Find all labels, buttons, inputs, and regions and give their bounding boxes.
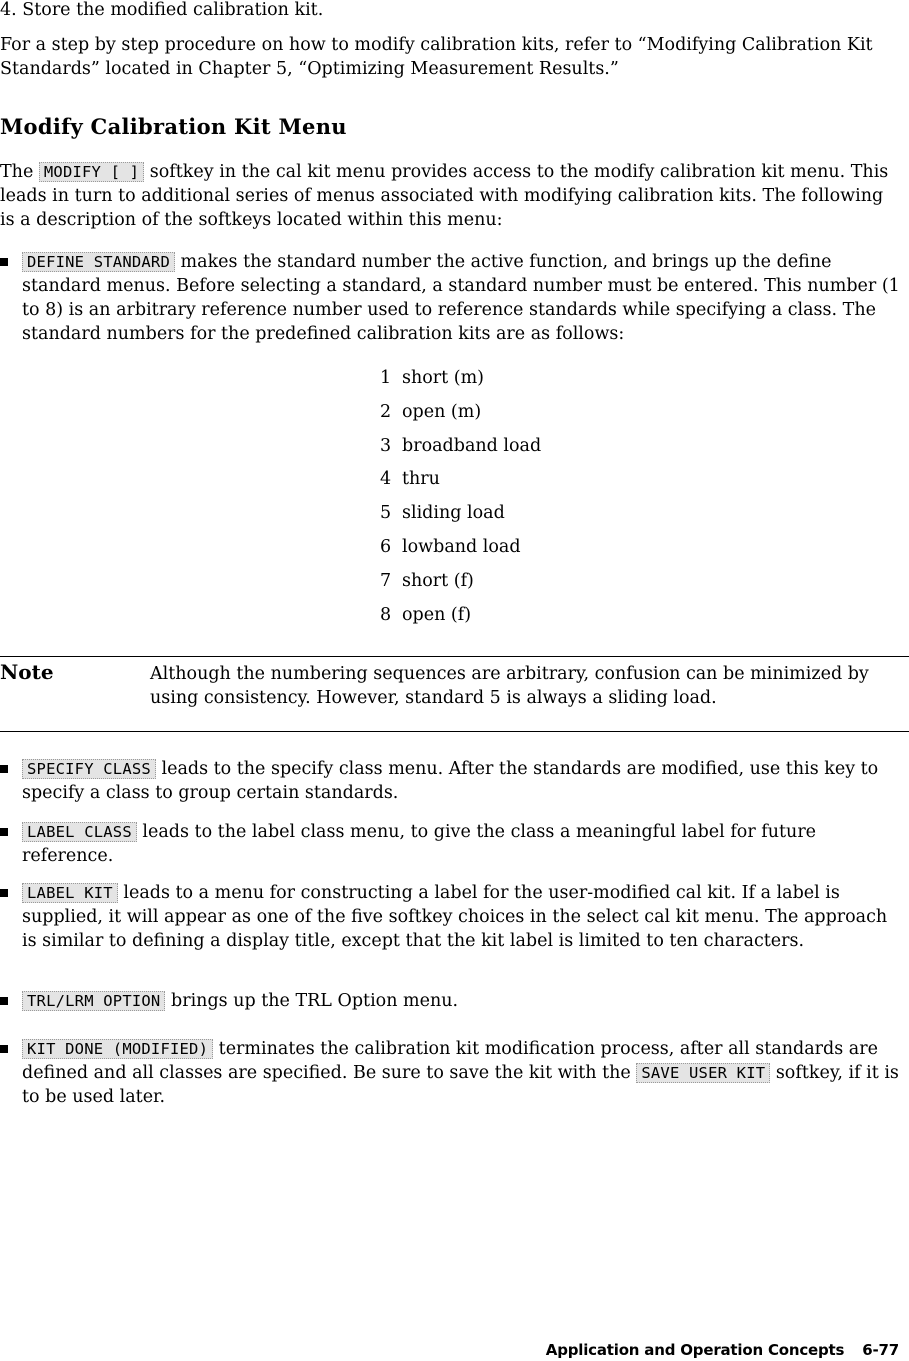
bullet-text — [22, 757, 905, 805]
standard-name: lowband load — [402, 536, 521, 557]
standard-name: sliding load — [402, 503, 505, 524]
standard-item — [380, 466, 541, 500]
standard-number: 8 — [380, 604, 392, 625]
save-user-kit-softkey: SAVE USER KIT — [636, 1063, 770, 1083]
note-text: Although the numbering sequences are arbitrary, confusion can be minimized by using consistency. However, standard 5 is always a sliding load. — [150, 664, 869, 708]
lead-pre: The — [0, 162, 39, 182]
footer-title: Application and Operation Concepts — [545, 1341, 845, 1359]
bullet-description: brings up the TRL Option menu. — [165, 991, 459, 1011]
lead-post: softkey in the cal kit menu provides access to the modify calibration kit menu. This leads in turn to additional series of menus associated with modifying calibration kits. The following is a description of the softkeys located within this menu: — [0, 162, 889, 230]
trl-lrm-option-softkey: TRL/LRM OPTION — [22, 991, 165, 1011]
bullet-icon — [0, 828, 8, 836]
standard-item — [380, 534, 541, 568]
modify-softkey: MODIFY [ ] — [39, 162, 144, 182]
page-number: 6-77 — [862, 1341, 899, 1359]
bullet-description: leads to a menu for constructing a label for the user-modified cal kit. If a label is supplied, it will appear as one of the five softkey choices in the select cal kit menu. The approach is similar to defining a display title, except that the kit label is limited to ten characters. — [22, 883, 888, 951]
standard-number: 5 — [380, 503, 392, 524]
specify-class-softkey: SPECIFY CLASS — [22, 759, 156, 779]
bullet-description: leads to the label class menu, to give the class a meaningful label for future reference. — [22, 822, 817, 866]
bullet-text — [22, 989, 905, 1013]
intro-paragraph: For a step by step procedure on how to modify calibration kits, refer to “Modifying Calibration Kit Standards” located in Chapter 5, “Optimizing Measurement Results.” — [0, 35, 873, 79]
label-class-softkey: LABEL CLASS — [22, 822, 137, 842]
bullet-description: terminates the calibration kit modification process, after all standards are defined and all classes are specified. Be sure to save the kit with the — [22, 1039, 878, 1083]
bullet-description: makes the standard number the active function, and brings up the define standard menus. Before selecting a standard, a standard number must be entered. This number (1 to 8) is an arbitrary reference number used to reference standards while specifying a class. The standard numbers for the predefined calibration kits are as follows: — [22, 252, 900, 344]
bullet-label-class — [0, 820, 905, 868]
standard-name: broadband load — [402, 435, 542, 456]
standard-item — [380, 399, 541, 433]
define-standard-softkey: DEFINE STANDARD — [22, 252, 175, 272]
kit-done-softkey: KIT DONE (MODIFIED) — [22, 1039, 213, 1059]
bullet-text — [22, 881, 905, 953]
standard-item — [380, 568, 541, 602]
label-kit-softkey: LABEL KIT — [22, 883, 118, 903]
standard-item — [380, 365, 541, 399]
note-bottom-rule — [0, 731, 909, 732]
bullet-icon — [0, 889, 8, 897]
standard-name: open (f) — [402, 604, 472, 625]
standard-name: thru — [402, 469, 440, 490]
standard-name: short (f) — [402, 570, 474, 591]
bullet-icon — [0, 765, 8, 773]
bullet-icon — [0, 258, 8, 266]
standard-number: 6 — [380, 536, 392, 557]
bullet-kit-done — [0, 1037, 905, 1109]
bullet-icon — [0, 1045, 8, 1053]
standard-item — [380, 433, 541, 467]
bullet-description: leads to the specify class menu. After the standards are modified, use this key to specify a class to group certain standards. — [22, 759, 879, 803]
standard-number: 7 — [380, 570, 392, 591]
standard-name: short (m) — [402, 368, 484, 388]
bullet-icon — [0, 997, 8, 1005]
bullet-label-kit — [0, 881, 905, 953]
standard-number: 4 — [380, 469, 392, 490]
note-label: Note — [0, 660, 54, 684]
page-footer — [546, 1341, 899, 1359]
standard-number: 1 — [380, 368, 392, 388]
section-title: Modify Calibration Kit Menu — [0, 114, 347, 139]
standard-item — [380, 602, 541, 636]
bullet-text — [22, 250, 905, 346]
bullet-define-standard — [0, 250, 905, 346]
lead-paragraph — [0, 160, 900, 232]
standard-number: 2 — [380, 401, 392, 422]
note-top-rule — [0, 656, 909, 657]
standard-name: open (m) — [402, 401, 482, 422]
bullet-text — [22, 820, 905, 868]
bullet-text — [22, 1037, 905, 1109]
standard-number: 3 — [380, 435, 392, 456]
bullet-trl-lrm-option — [0, 989, 905, 1013]
standard-item — [380, 500, 541, 534]
step-text: 4. Store the modified calibration kit. — [0, 0, 324, 20]
bullet-description-end: softkey, if it is to be used later. — [22, 1063, 899, 1107]
standards-list — [380, 365, 541, 635]
bullet-specify-class — [0, 757, 905, 805]
